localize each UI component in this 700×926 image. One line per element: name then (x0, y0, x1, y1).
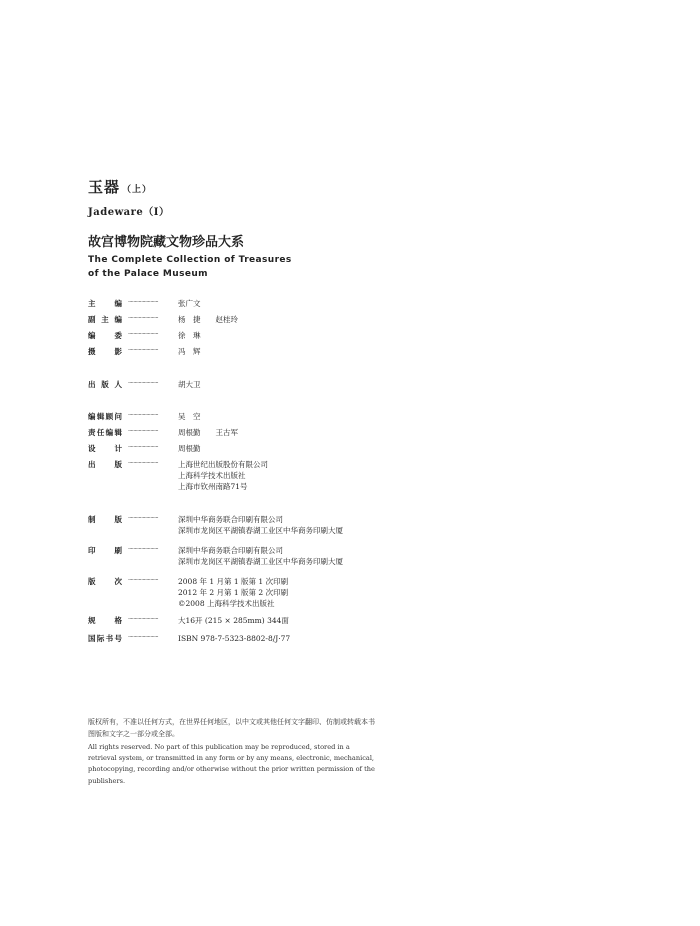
credit-values (178, 514, 343, 536)
copyright-notice-en: All rights reserved. No part of this publication may be reproduced, stored in a retrieval system, or transmitted in any form or by any means, electronic, mechanical, photocopying, recording and/or otherwise without the prior written permission of the publishers. (88, 743, 375, 785)
credit-label: 主 编 (88, 299, 122, 308)
credit-label: 国际书号 (88, 634, 122, 643)
credit-values (178, 379, 201, 390)
credit-values (178, 314, 238, 325)
credit-row (88, 346, 418, 357)
credit-leader-dots: ······················· (128, 347, 159, 354)
credit-values (178, 615, 289, 626)
credit-leader-dots: ······················· (128, 331, 159, 338)
credit-value: 上海市钦州南路71号 (178, 482, 248, 491)
credit-label: 出 版 (88, 460, 122, 469)
credit-values (178, 545, 343, 567)
credit-value: 深圳市龙岗区平湖镇春湖工业区中华商务印刷大厦 (178, 557, 343, 566)
credit-label: 摄 影 (88, 347, 122, 356)
credit-values (178, 346, 201, 357)
book-volume-cn: （上） (122, 185, 153, 195)
credit-value: 周根勤 (178, 444, 201, 453)
credit-leader-dots: ······················· (128, 428, 159, 435)
credit-values (178, 427, 238, 438)
credit-leader-dots: ······················· (128, 460, 159, 467)
credit-value: 吴 空 (178, 412, 201, 421)
credit-value: 大16开 (215 × 285mm) 344面 (178, 616, 289, 625)
credit-label: 设 计 (88, 444, 122, 453)
credit-value: 深圳中华商务联合印刷有限公司 (178, 546, 283, 555)
credit-row (88, 545, 418, 567)
credit-row (88, 615, 418, 626)
book-title-en: Jadeware（Ⅰ） (88, 207, 170, 218)
credit-label: 编 委 (88, 331, 122, 340)
book-title-cn-text: 玉器 (88, 178, 121, 196)
credit-row (88, 459, 418, 492)
credit-leader-dots: ······················· (128, 515, 159, 522)
series-title-en (88, 253, 292, 281)
credit-value: 杨 捷 赵桂玲 (178, 315, 238, 324)
credit-values (178, 633, 290, 644)
credit-value: 2012 年 2 月第 1 版第 2 次印刷 (178, 588, 289, 597)
credit-values (178, 459, 268, 492)
credit-label: 制 版 (88, 515, 122, 524)
credit-values (178, 411, 201, 422)
credit-value: 徐 琳 (178, 331, 201, 340)
credit-label: 责任编辑 (88, 428, 122, 437)
credit-value: 上海科学技术出版社 (178, 471, 246, 480)
credit-leader-dots: ······················· (128, 444, 159, 451)
credit-row (88, 427, 418, 438)
credit-leader-dots: ······················· (128, 380, 159, 387)
credit-label: 出版人 (88, 380, 122, 389)
credit-values (178, 443, 201, 454)
credit-label: 版 次 (88, 577, 122, 586)
credit-leader-dots: ······················· (128, 577, 159, 584)
credit-leader-dots: ······················· (128, 634, 159, 641)
credit-values (178, 298, 201, 309)
credit-row (88, 298, 418, 309)
series-title-en-line2: of the Palace Museum (88, 269, 208, 279)
credit-row (88, 576, 418, 609)
credit-leader-dots: ······················· (128, 546, 159, 553)
series-title-en-line1: The Complete Collection of Treasures (88, 255, 292, 265)
credit-row (88, 514, 418, 536)
credit-value: 胡大卫 (178, 380, 201, 389)
credit-value: ©2008 上海科学技术出版社 (178, 599, 275, 608)
credit-values (178, 330, 201, 341)
credit-value: 上海世纪出版股份有限公司 (178, 460, 268, 469)
credit-row (88, 411, 418, 422)
credit-leader-dots: ······················· (128, 315, 159, 322)
copyright-notice-cn: 版权所有，不准以任何方式，在世界任何地区，以中文或其他任何文字翻印、仿制或转载本书图版和文字之一部分或全部。 (88, 718, 375, 738)
credit-row (88, 379, 418, 390)
credit-label: 印 刷 (88, 546, 122, 555)
credit-values (178, 576, 288, 609)
credit-value: ISBN 978-7-5323-8802-8/J·77 (178, 634, 291, 643)
credit-label: 副主编 (88, 315, 122, 324)
credit-value: 2008 年 1 月第 1 版第 1 次印刷 (178, 577, 289, 586)
credit-row (88, 443, 418, 454)
credit-value: 深圳市龙岗区平湖镇春湖工业区中华商务印刷大厦 (178, 526, 343, 535)
credit-value: 冯 辉 (178, 347, 201, 356)
book-title-cn (88, 176, 152, 197)
credit-label: 规 格 (88, 616, 122, 625)
credit-label: 编辑顾问 (88, 412, 122, 421)
copyright-notice (88, 716, 378, 787)
credit-value: 深圳中华商务联合印刷有限公司 (178, 515, 283, 524)
credit-leader-dots: ······················· (128, 616, 159, 623)
credit-leader-dots: ······················· (128, 412, 159, 419)
credit-leader-dots: ······················· (128, 299, 159, 306)
credit-row (88, 330, 418, 341)
credit-value: 张广文 (178, 299, 201, 308)
credit-row (88, 314, 418, 325)
credit-value: 周根勤 王古军 (178, 428, 238, 437)
series-title-cn: 故宫博物院藏文物珍品大系 (88, 235, 245, 250)
credit-row (88, 633, 418, 644)
